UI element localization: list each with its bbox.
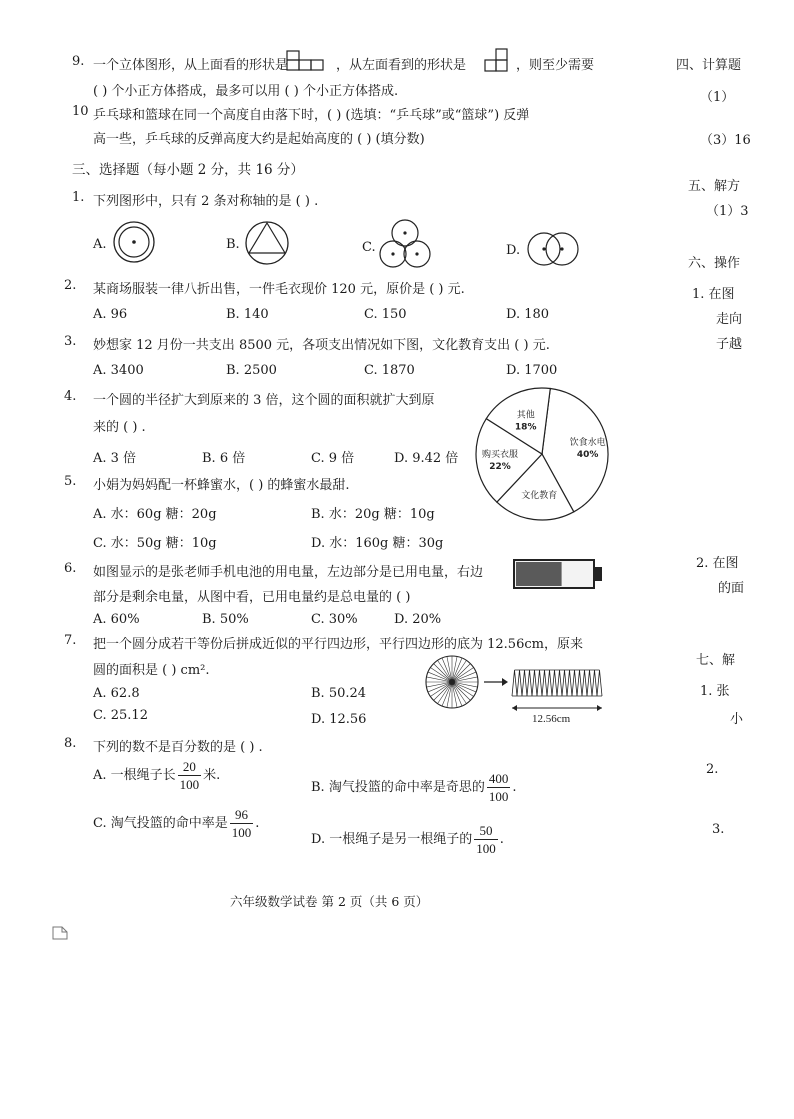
right-section-7-q1-line1: 1. 张 <box>700 684 730 699</box>
q10-line2: 高一些，乒乓球的反弹高度大约是起始高度的 ( ) (填分数) <box>93 132 425 147</box>
battery-figure <box>512 558 604 590</box>
pie-slice-label: 饮食水电 <box>569 437 606 448</box>
c7-number: 7. <box>64 633 77 648</box>
right-section-5-title: 五、解方 <box>688 179 741 194</box>
c6-line1: 如图显示的是张老师手机电池的用电量，左边部分是已用电量，右边 <box>93 565 484 580</box>
c1-number: 1. <box>72 190 85 205</box>
q9-line1-b: ，从左面看到的形状是 <box>336 58 467 73</box>
right-section-6-q1-line1: 1. 在图 <box>692 287 735 302</box>
c7-line1: 把一个圆分成若干等份后拼成近似的平行四边形，平行四边形的底为 12.56cm，原来 <box>93 637 583 652</box>
c1-text: 下列图形中，只有 2 条对称轴的是 ( ) . <box>93 194 319 209</box>
divided-circle <box>426 656 478 708</box>
parallelogram <box>512 670 602 696</box>
left-view-figure <box>484 48 512 72</box>
q9-number: 9. <box>72 54 85 69</box>
c8-option-d-text: D. 一根绳子是另一根绳子的 <box>311 832 473 847</box>
c6-line2: 部分是剩余电量，从图中看，已用电量约是总电量的 ( ) <box>93 590 411 605</box>
c3-number: 3. <box>64 334 77 349</box>
c7-option-b: B. 50.24 <box>311 686 367 701</box>
pie-slice-value: 18% <box>514 422 537 433</box>
page-footer: 六年级数学试卷 第 2 页（共 6 页） <box>230 894 429 909</box>
c8-option-d: D. 一根绳子是另一根绳子的 $\frac{50}{100}$ . <box>311 823 504 856</box>
c6-option-b: B. 50% <box>202 612 249 627</box>
c8-option-b: B. 淘气投篮的命中率是奇思的 $\frac{400}{100}$ . <box>311 771 517 804</box>
right-section-6-q1-line2: 走向 <box>716 312 743 327</box>
c3-option-c: C. 1870 <box>364 363 415 378</box>
c6-option-a: A. 60% <box>93 612 140 627</box>
c6-option-c: C. 30% <box>311 612 358 627</box>
c4-option-c: C. 9 倍 <box>311 451 355 466</box>
c4-line1: 一个圆的半径扩大到原来的 3 倍，这个圆的面积就扩大到原 <box>93 393 435 408</box>
right-section-7-q3: 3. <box>712 822 725 837</box>
c8-text: 下列的数不是百分数的是 ( ) . <box>93 740 263 755</box>
pie-slice-label: 购买衣服 <box>482 449 519 460</box>
c2-option-b: B. 140 <box>226 307 269 322</box>
c1-figure-a <box>112 220 156 264</box>
right-section-4-item-3: （3）16 <box>700 133 751 148</box>
c3-text: 妙想家 12 月份一共支出 8500 元，各项支出情况如下图，文化教育支出 ( ) 元. <box>93 338 550 353</box>
c3-option-d: D. 1700 <box>506 363 558 378</box>
right-section-6-q2-line1: 2. 在图 <box>696 556 739 571</box>
base-length-label: 12.56cm <box>532 713 571 724</box>
c1-option-d: D. <box>506 243 521 258</box>
c5-number: 5. <box>64 474 77 489</box>
q10-line1: 乒乓球和篮球在同一个高度自由落下时，( ) (选填：“乒乓球”或“篮球”) 反弹 <box>93 108 530 123</box>
c1-option-c: C. <box>362 240 376 255</box>
c1-figure-d <box>524 230 584 268</box>
c2-option-d: D. 180 <box>506 307 550 322</box>
c2-option-c: C. 150 <box>364 307 407 322</box>
c1-option-b: B. <box>226 237 240 252</box>
c5-option-a: A. 水：60g 糖：20g <box>93 507 217 522</box>
c8-option-c-text: C. 淘气投篮的命中率是 <box>93 816 228 831</box>
right-section-6-q1-line3: 子越 <box>716 337 743 352</box>
c6-number: 6. <box>64 561 77 576</box>
pie-slice-label: 其他 <box>516 410 535 421</box>
right-section-4-item-1: （1） <box>700 90 735 105</box>
fraction: $\frac{400}{100}$ <box>488 771 509 804</box>
c1-figure-b <box>244 220 290 266</box>
c7-line2: 圆的面积是 ( ) cm². <box>93 663 210 678</box>
c1-figure-c <box>378 218 432 270</box>
q9-line1-c: ，则至少需要 <box>516 58 595 73</box>
c5-text: 小娟为妈妈配一杯蜂蜜水，( ) 的蜂蜜水最甜. <box>93 478 350 493</box>
c8-option-c: C. 淘气投篮的命中率是 $\frac{96}{100}$ . <box>93 807 260 840</box>
top-view-figure <box>286 50 330 72</box>
battery-terminal <box>594 567 602 581</box>
battery-used-portion <box>516 562 562 586</box>
q10-number: 10 <box>72 104 89 119</box>
right-section-7-q1-line2: 小 <box>730 712 744 727</box>
right-section-6-title: 六、操作 <box>688 256 741 271</box>
c2-number: 2. <box>64 278 77 293</box>
right-section-7-q2: 2. <box>706 762 719 777</box>
c7-option-d: D. 12.56 <box>311 712 367 727</box>
fraction: $\frac{96}{100}$ <box>231 807 252 840</box>
section3-title: 三、选择题（每小题 2 分，共 16 分） <box>72 162 304 178</box>
c5-option-b: B. 水：20g 糖：10g <box>311 507 435 522</box>
pie-slice-label: 文化教育 <box>521 490 558 501</box>
q9-line2: ( ) 个小正方体搭成，最多可以用 ( ) 个小正方体搭成. <box>93 84 399 99</box>
pie-slice-value: 40% <box>576 449 599 460</box>
c8-option-a: A. 一根绳子长 $\frac{20}{100}$ 米. <box>93 759 221 792</box>
c3-option-b: B. 2500 <box>226 363 277 378</box>
page-corner-icon <box>52 926 68 940</box>
c8-number: 8. <box>64 736 77 751</box>
spending-pie-chart <box>472 384 612 524</box>
right-section-5-item-1: （1）3 <box>706 204 749 219</box>
right-section-6-q2-line2: 的面 <box>718 581 745 596</box>
c8-option-b-text: B. 淘气投篮的命中率是奇思的 <box>311 780 485 795</box>
c5-option-c: C. 水：50g 糖：10g <box>93 536 217 551</box>
arrow-icon <box>484 678 508 686</box>
dimension-line <box>512 705 602 711</box>
c4-option-a: A. 3 倍 <box>93 451 137 466</box>
circle-to-parallelogram-figure <box>424 652 608 724</box>
fraction: $\frac{50}{100}$ <box>476 823 496 856</box>
c8-option-a-text: A. 一根绳子长 <box>93 768 176 783</box>
c6-option-d: D. 20% <box>394 612 442 627</box>
c2-option-a: A. 96 <box>93 307 128 322</box>
right-section-4-title: 四、计算题 <box>676 58 742 73</box>
c3-option-a: A. 3400 <box>93 363 144 378</box>
c1-option-a: A. <box>93 237 107 252</box>
fraction: $\frac{20}{100}$ <box>179 759 200 792</box>
c7-option-c: C. 25.12 <box>93 708 148 723</box>
c4-option-d: D. 9.42 倍 <box>394 451 459 466</box>
c5-option-d: D. 水：160g 糖：30g <box>311 536 444 551</box>
c2-text: 某商场服装一律八折出售，一件毛衣现价 120 元，原价是 ( ) 元. <box>93 282 465 297</box>
c4-line2: 来的 ( ) . <box>93 420 146 435</box>
right-section-7-title: 七、解 <box>696 653 736 668</box>
q9-line1-a: 一个立体图形，从上面看的形状是 <box>93 58 289 73</box>
c4-option-b: B. 6 倍 <box>202 451 246 466</box>
pie-slice-value: 22% <box>489 461 511 472</box>
c4-number: 4. <box>64 389 77 404</box>
c7-option-a: A. 62.8 <box>93 686 140 701</box>
